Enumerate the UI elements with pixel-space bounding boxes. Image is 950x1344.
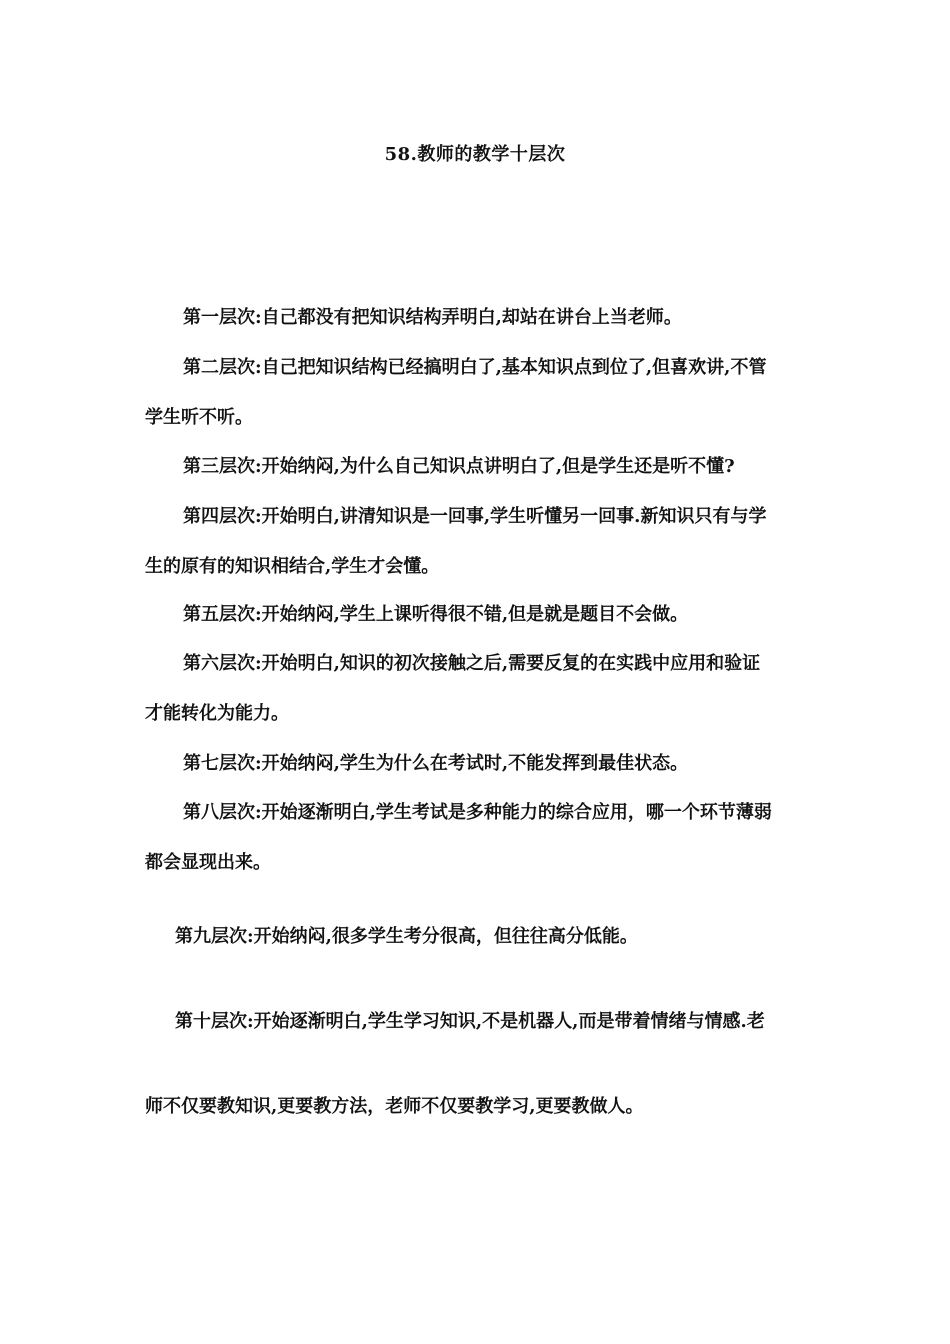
- paragraph-level-10: [145, 1013, 810, 1116]
- paragraph-line: 第二层次:自己把知识结构已经搞明白了,基本知识点到位了,但喜欢讲,不管: [183, 357, 767, 378]
- paragraph-line: 生的原有的知识相结合,学生才会懂。: [145, 556, 440, 577]
- paragraph-level-8: [145, 804, 810, 872]
- paragraph-line: 第八层次:开始逐渐明白,学生考试是多种能力的综合应用，哪一个环节薄弱: [183, 802, 772, 823]
- paragraph-line: 都会显现出来。: [145, 852, 271, 873]
- paragraph-line: 第六层次:开始明白,知识的初次接触之后,需要反复的在实践中应用和验证: [183, 653, 761, 674]
- paragraph-line: 才能转化为能力。: [145, 703, 289, 724]
- paragraph-line: 第三层次:开始纳闷,为什么自己知识点讲明白了,但是学生还是听不懂?: [183, 456, 735, 477]
- paragraph-level-3: [145, 458, 810, 476]
- page-title: 58.教师的教学十层次: [384, 144, 566, 165]
- paragraph-level-6: [145, 655, 810, 723]
- paragraph-level-1: [145, 309, 810, 327]
- paragraph-line: 学生听不听。: [145, 407, 253, 428]
- paragraph-line: 第十层次:开始逐渐明白,学生学习知识,不是机器人,而是带着情绪与情感.老: [175, 1011, 765, 1032]
- paragraph-line: 第七层次:开始纳闷,学生为什么在考试时,不能发挥到最佳状态。: [183, 753, 689, 774]
- paragraph-level-5: [145, 606, 810, 624]
- paragraph-line: 第一层次:自己都没有把知识结构弄明白,却站在讲台上当老师。: [183, 307, 682, 328]
- paragraph-line: 师不仅要教知识,更要教方法，老师不仅要教学习,更要教做人。: [145, 1096, 644, 1117]
- paragraph-line: 第四层次:开始明白,讲清知识是一回事,学生听懂另一回事.新知识只有与学: [183, 506, 767, 527]
- paragraph-level-7: [145, 755, 810, 773]
- paragraph-level-2: [145, 359, 810, 427]
- paragraph-level-9: [145, 928, 810, 946]
- paragraph-line: 第五层次:开始纳闷,学生上课听得很不错,但是就是题目不会做。: [183, 604, 689, 625]
- paragraph-line: 第九层次:开始纳闷,很多学生考分很高，但往往高分低能。: [175, 926, 638, 947]
- paragraph-level-4: [145, 508, 810, 576]
